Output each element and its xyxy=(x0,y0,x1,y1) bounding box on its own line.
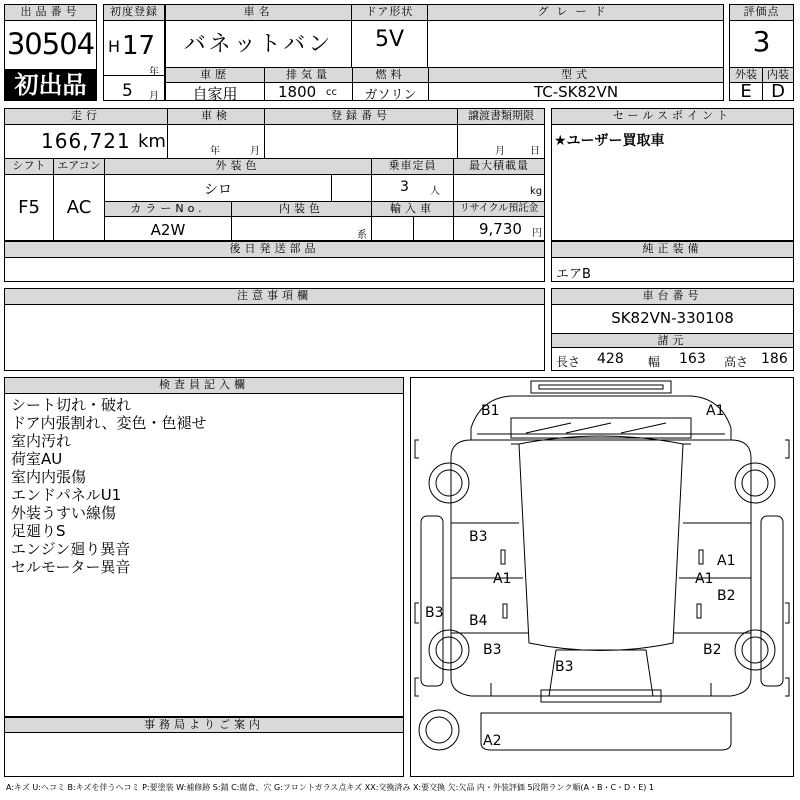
shift-value: F5 xyxy=(18,197,40,218)
fuel-value: ガソリン xyxy=(364,88,417,103)
ac-value: AC xyxy=(66,197,92,218)
score-box xyxy=(729,4,794,101)
length-value: 428 xyxy=(597,351,624,367)
inspector-line: 足廻りS xyxy=(11,522,66,540)
transfer-label: 譲渡書類期限 xyxy=(458,109,544,125)
spec-label: 諸元 xyxy=(552,333,793,348)
damage-mark-b1: B1 xyxy=(481,403,500,419)
inspection-label: 車検 xyxy=(168,109,264,125)
model-value: TC-SK82VN xyxy=(533,83,619,101)
car-name-label: 車名 xyxy=(166,5,351,21)
plate-label: 登録番号 xyxy=(265,109,457,125)
door-value: 5V xyxy=(374,27,405,52)
damage-mark-a1-front: A1 xyxy=(706,403,725,419)
height-label: 高さ xyxy=(724,355,749,369)
capacity-unit: 人 xyxy=(430,186,440,197)
genuine-equipment-text: エアB xyxy=(556,267,591,282)
lot-number: 30504 xyxy=(6,27,95,61)
damage-mark-a1-right-mid: A1 xyxy=(695,571,714,587)
first-reg-box xyxy=(103,4,165,101)
displacement-value: 1800 xyxy=(278,83,317,101)
inspector-label: 検査員記入欄 xyxy=(5,378,403,394)
era: H xyxy=(108,37,121,56)
caution-box xyxy=(4,288,545,371)
score-label: 評価点 xyxy=(730,5,793,21)
inspector-line: 室内汚れ xyxy=(11,432,72,450)
length-label: 長さ xyxy=(556,355,581,369)
legend: A:キズ U:ヘコミ B:キズを伴うヘコミ P:要塗装 W:補修跡 S:錆 C:腐食、穴 G:フロントガラス点キズ XX:交換済み X:要交換 欠:欠品 内・外装評価 5段階ランク順(A・B・C・D・E) 1 xyxy=(6,783,655,792)
damage-mark-b3-left-rear: B3 xyxy=(483,642,502,658)
color-value: シロ xyxy=(204,182,232,198)
later-parts-label: 後日発送部品 xyxy=(5,242,544,258)
month-unit: 月 xyxy=(149,91,159,102)
displacement-label: 排気量 xyxy=(265,68,352,83)
width-label: 幅 xyxy=(648,355,661,369)
caution-label: 注意事項欄 xyxy=(5,289,544,305)
inspector-line: エンドパネルU1 xyxy=(11,486,122,504)
grade-label: グレード xyxy=(428,5,723,21)
inspector-line: 外装うすい線傷 xyxy=(11,504,117,522)
lot-box xyxy=(4,4,97,101)
history-label: 車歴 xyxy=(166,68,264,83)
displacement-unit: cc xyxy=(326,87,337,98)
model-label: 型式 xyxy=(429,68,723,83)
capacity-label: 乗車定員 xyxy=(372,159,453,175)
sales-point-box xyxy=(551,108,794,241)
door-label: ドア形状 xyxy=(352,5,427,21)
inspection-year-unit: 年 xyxy=(210,146,220,157)
car-name: バネットバン xyxy=(183,32,334,57)
sales-point-text: ★ユーザー買取車 xyxy=(554,133,665,149)
import-label: 輸入車 xyxy=(372,202,453,217)
height-value: 186 xyxy=(761,351,788,367)
main-info-box xyxy=(165,4,724,101)
chassis-number: SK82VN-330108 xyxy=(611,309,734,327)
damage-mark-b3-left-side: B3 xyxy=(425,605,444,621)
damage-mark-a2: A2 xyxy=(483,733,502,749)
int-color-label: 内装色 xyxy=(232,202,371,217)
score-value: 3 xyxy=(752,25,771,58)
inspector-line: 室内内張傷 xyxy=(11,468,87,486)
office-notice-box xyxy=(4,717,404,777)
interior-value: D xyxy=(771,81,785,102)
inspector-line: エンジン廻り異音 xyxy=(11,540,131,558)
recycle-label: リサイクル預託金 xyxy=(454,202,544,217)
width-value: 163 xyxy=(679,351,706,367)
load-unit: kg xyxy=(530,186,543,197)
damage-mark-a1-left-mid: A1 xyxy=(493,571,512,587)
damage-mark-b2-right-rear: B2 xyxy=(703,642,722,658)
inspector-box xyxy=(4,377,404,717)
inspector-line: シート切れ・破れ xyxy=(11,396,132,414)
int-color-unit: 系 xyxy=(357,230,367,241)
fuel-label: 燃料 xyxy=(353,68,428,83)
shift-label: シフト xyxy=(5,159,53,175)
damage-mark-b3-rear: B3 xyxy=(555,659,574,675)
color-no-label: カラーNo. xyxy=(105,202,231,217)
recycle-unit: 円 xyxy=(532,228,542,239)
chassis-label: 車台番号 xyxy=(552,289,793,305)
inspector-line: セルモーター異音 xyxy=(11,558,131,576)
damage-mark-b2-right-mid: B2 xyxy=(717,588,736,604)
genuine-equipment-label: 純正装備 xyxy=(552,242,793,258)
vehicle-detail-box xyxy=(4,108,545,241)
damage-mark-b3-left-front: B3 xyxy=(469,529,488,545)
first-reg-label: 初度登録 xyxy=(104,5,164,21)
interior-label: 内装 xyxy=(763,68,793,83)
reg-year: 17 xyxy=(122,31,156,61)
transfer-month-unit: 月 xyxy=(495,146,505,157)
office-notice-label: 事務局よりご案内 xyxy=(5,717,403,733)
ac-label: エアコン xyxy=(54,159,104,175)
car-damage-diagram xyxy=(411,378,793,776)
inspection-month-unit: 月 xyxy=(250,146,260,157)
sales-point-label: セールスポイント xyxy=(552,109,793,125)
capacity-value: 3 xyxy=(400,179,409,195)
exterior-label: 外装 xyxy=(730,68,762,83)
inspector-line: 荷室AU xyxy=(11,450,63,468)
inspector-lines xyxy=(11,396,206,576)
transfer-day-unit: 日 xyxy=(530,146,540,157)
exterior-value: E xyxy=(740,81,752,102)
mileage-label: 走行 xyxy=(5,109,167,125)
chassis-box xyxy=(551,288,794,371)
damage-mark-a1-right-front: A1 xyxy=(717,553,736,569)
mileage-unit: km xyxy=(138,131,166,152)
load-label: 最大積載量 xyxy=(454,159,544,175)
reg-month: 5 xyxy=(122,81,133,101)
color-no-value: A2W xyxy=(150,221,186,239)
history-value: 自家用 xyxy=(192,85,238,103)
genuine-equipment-box xyxy=(551,241,794,282)
inspector-line: ドア内張割れ、変色・色褪せ xyxy=(11,414,207,432)
damage-mark-b4: B4 xyxy=(469,613,488,629)
year-unit: 年 xyxy=(149,67,159,78)
mileage-value: 166,721 xyxy=(41,129,131,153)
color-label: 外装色 xyxy=(105,159,371,175)
recycle-value: 9,730 xyxy=(479,220,522,238)
lot-label: 出品番号 xyxy=(5,5,96,21)
first-listing-badge: 初出品 xyxy=(5,69,96,101)
car-diagram-box xyxy=(410,377,794,777)
later-parts-box xyxy=(4,241,545,282)
